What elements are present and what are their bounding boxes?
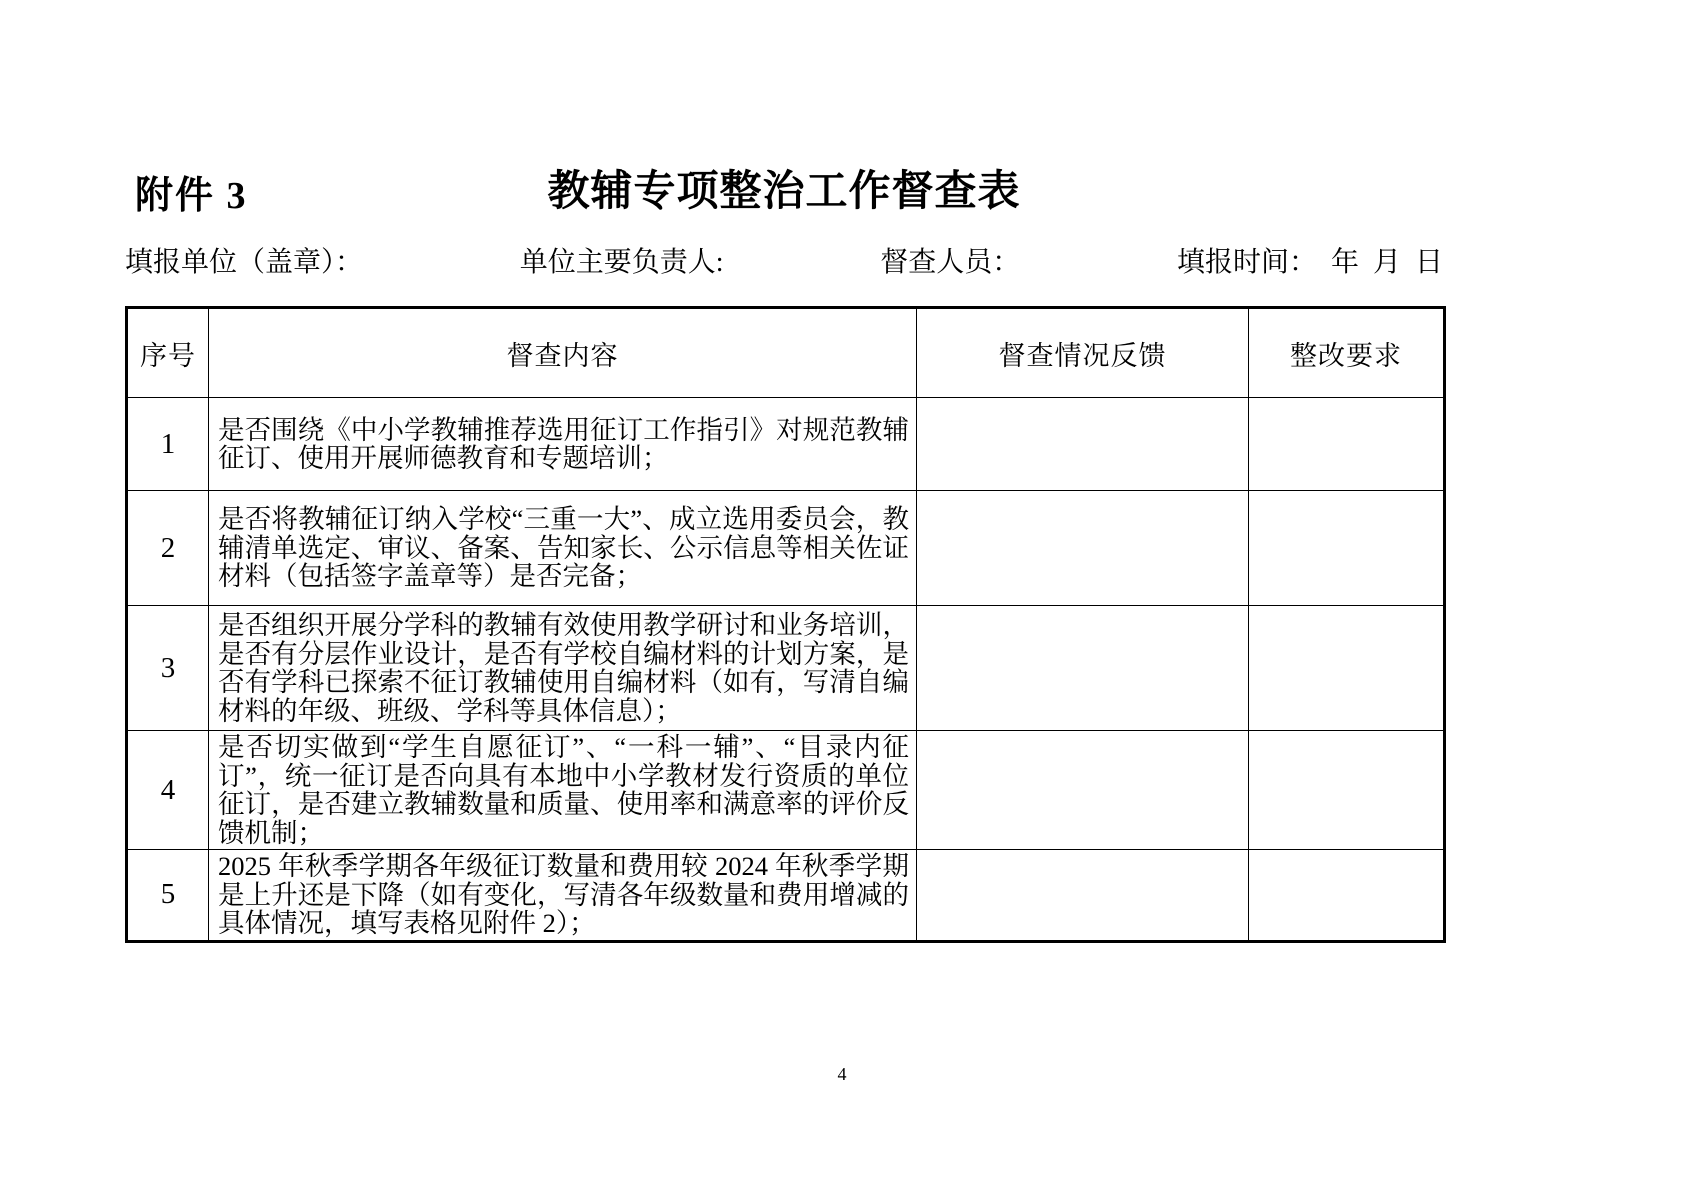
table-header-row (127, 308, 1445, 398)
document-content (125, 0, 1443, 943)
info-inspector-label: 督查人员： (880, 247, 1021, 278)
attachment-label: 附件 3 (135, 175, 248, 217)
feedback-cell (917, 731, 1249, 850)
row-content: 是否将教辅征订纳入学校“三重一大”、成立选用委员会，教辅清单选定、审议、备案、告知家长、公示信息等相关佐证材料（包括签字盖章等）是否完备； (209, 491, 917, 606)
row-content: 是否围绕《中小学教辅推荐选用征订工作指引》对规范教辅征订、使用开展师德教育和专题培训； (209, 398, 917, 491)
page-title: 教辅专项整治工作督查表 (547, 169, 1021, 215)
feedback-cell (917, 850, 1249, 942)
rectification-cell (1249, 491, 1445, 606)
table-header-content: 督查内容 (209, 308, 917, 398)
table-row (127, 606, 1445, 731)
inspection-table (125, 306, 1446, 943)
row-content: 是否组织开展分学科的教辅有效使用教学研讨和业务培训，是否有分层作业设计，是否有学校自编材料的计划方案，是否有学科已探索不征订教辅使用自编材料（如有，写清自编材料的年级、班级、学科等具体信息）； (209, 606, 917, 731)
table-row (127, 731, 1445, 850)
row-number: 3 (127, 606, 209, 731)
row-number: 5 (127, 850, 209, 942)
info-leader-label: 单位主要负责人: (519, 247, 724, 278)
feedback-cell (917, 606, 1249, 731)
row-number: 1 (127, 398, 209, 491)
rectification-cell (1249, 398, 1445, 491)
table-header-feedback: 督查情况反馈 (917, 308, 1249, 398)
row-number: 2 (127, 491, 209, 606)
document-heading (125, 158, 1443, 224)
rectification-cell (1249, 731, 1445, 850)
row-content: 是否切实做到“学生自愿征订”、“一科一辅”、“目录内征订”，统一征订是否向具有本地中小学教材发行资质的单位征订，是否建立教辅数量和质量、使用率和满意率的评价反馈机制； (209, 731, 917, 850)
table-header-rectification: 整改要求 (1249, 308, 1445, 398)
table-header-no: 序号 (127, 308, 209, 398)
row-content: 2025 年秋季学期各年级征订数量和费用较 2024 年秋季学期是上升还是下降（如有变化，写清各年级数量和费用增减的具体情况，填写表格见附件 2）； (209, 850, 917, 942)
feedback-cell (917, 398, 1249, 491)
table-row (127, 398, 1445, 491)
info-date-field (1177, 240, 1443, 280)
row-number: 4 (127, 731, 209, 850)
rectification-cell (1249, 606, 1445, 731)
table-row (127, 850, 1445, 942)
page-number: 4 (837, 1064, 847, 1084)
info-unit-label: 填报单位（盖章）： (125, 247, 364, 278)
rectification-cell (1249, 850, 1445, 942)
feedback-cell (917, 491, 1249, 606)
info-line (125, 240, 1443, 280)
info-date-label: 填报时间： (1176, 247, 1317, 278)
table-row (127, 491, 1445, 606)
info-date-value: 年 月 日 (1316, 247, 1443, 278)
